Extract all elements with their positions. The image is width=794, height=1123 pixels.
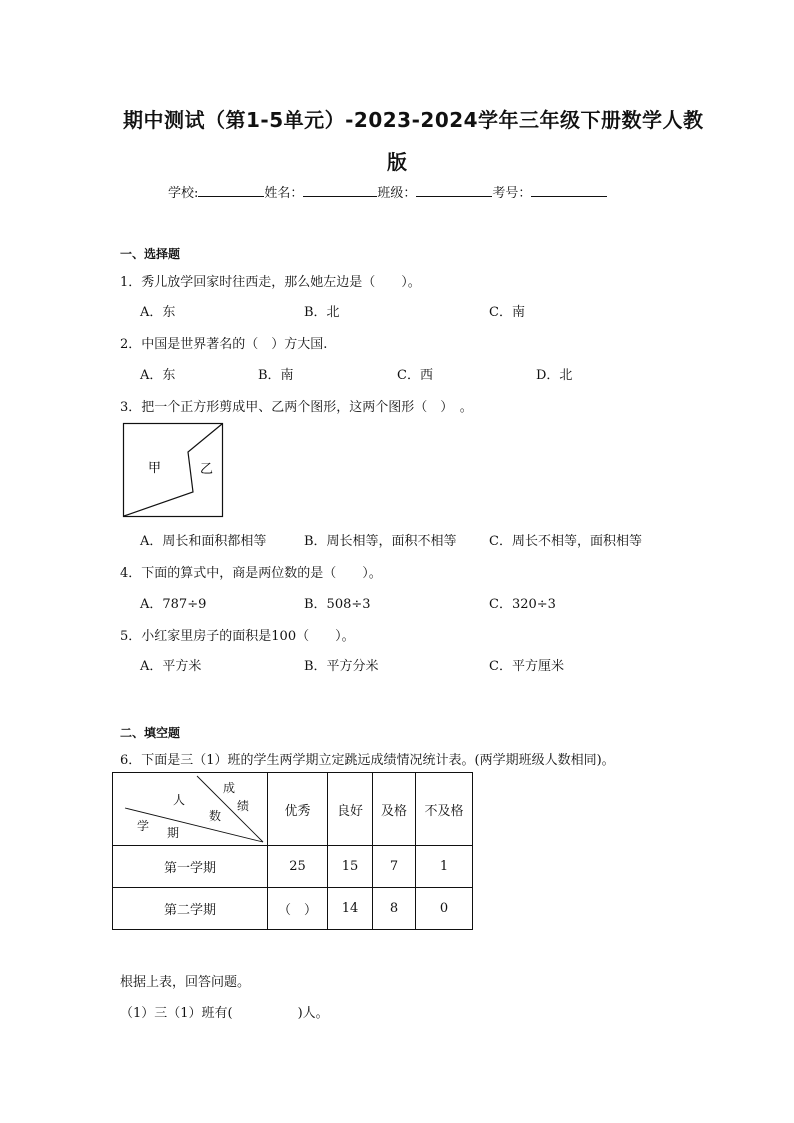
table-cell: 0 — [416, 888, 473, 930]
table-corner-cell — [113, 773, 268, 846]
corner-char-1: 成 — [223, 781, 236, 795]
name-label: 姓名： — [264, 186, 304, 201]
question-1: 1．秀儿放学回家时往西走，那么她左边是（ ）。 — [120, 275, 421, 290]
q1-option-c[interactable]: C．南 — [489, 305, 525, 320]
q2-option-a[interactable]: A．东 — [140, 368, 176, 383]
page-title: 期中测试（第1-5单元）-2023-2024学年三年级下册数学人教 — [123, 108, 704, 132]
q3-option-c[interactable]: C．周长不相等，面积相等 — [489, 534, 642, 549]
school-field[interactable] — [198, 183, 264, 197]
q2-option-d[interactable]: D．北 — [536, 368, 573, 383]
q4-option-b[interactable]: B．508÷3 — [304, 597, 371, 612]
column-header: 及格 — [373, 773, 416, 846]
question-3: 3．把一个正方形剪成甲、乙两个图形，这两个图形（ ） 。 — [120, 400, 473, 415]
table-cell-blank[interactable]: （ ） — [268, 888, 328, 930]
score-table — [112, 772, 473, 930]
corner-char-2: 绩 — [237, 799, 250, 813]
table-row — [113, 888, 473, 930]
corner-char-6: 期 — [167, 826, 180, 840]
q3-option-a[interactable]: A．周长和面积都相等 — [140, 534, 267, 549]
q4-option-a[interactable]: A．787÷9 — [140, 597, 207, 612]
figure-label-jia: 甲 — [148, 461, 162, 476]
number-label: 考号： — [492, 186, 532, 201]
question-2: 2．中国是世界著名的（ ）方大国. — [120, 337, 328, 352]
term-cell: 第一学期 — [113, 846, 268, 888]
instruction-text: 根据上表，回答问题。 — [120, 975, 251, 990]
table-cell: 7 — [373, 846, 416, 888]
q5-option-a[interactable]: A．平方米 — [140, 659, 202, 674]
q4-option-c[interactable]: C．320÷3 — [489, 597, 556, 612]
q1-option-a[interactable]: A．东 — [140, 305, 176, 320]
corner-char-4: 数 — [209, 809, 222, 823]
q5-option-c[interactable]: C．平方厘米 — [489, 659, 564, 674]
page-title-continued: 版 — [387, 150, 408, 174]
table-row — [113, 846, 473, 888]
section-heading-choice: 一、选择题 — [120, 247, 181, 261]
column-header: 优秀 — [268, 773, 328, 846]
question-6: 6．下面是三（1）班的学生两学期立定跳远成绩情况统计表。(两学期班级人数相同)。 — [120, 753, 615, 768]
table-cell: 15 — [328, 846, 373, 888]
column-header: 良好 — [328, 773, 373, 846]
table-cell: 25 — [268, 846, 328, 888]
term-cell: 第二学期 — [113, 888, 268, 930]
class-label: 班级： — [377, 186, 417, 201]
question-5: 5．小红家里房子的面积是100（ ）。 — [120, 629, 355, 644]
figure-label-yi: 乙 — [200, 462, 214, 477]
corner-char-5: 学 — [137, 819, 150, 833]
q2-option-b[interactable]: B．南 — [258, 368, 294, 383]
sub-question-1: （1）三（1）班有( )人。 — [120, 1006, 329, 1021]
question-4: 4．下面的算式中，商是两位数的是（ ）。 — [120, 566, 382, 581]
square-cut-figure — [120, 420, 226, 520]
table-header-row — [113, 773, 473, 846]
table-cell: 14 — [328, 888, 373, 930]
class-field[interactable] — [416, 183, 492, 197]
table-cell: 1 — [416, 846, 473, 888]
number-field[interactable] — [531, 183, 607, 197]
section-heading-fill: 二、填空题 — [120, 726, 181, 740]
column-header: 不及格 — [416, 773, 473, 846]
q1-option-b[interactable]: B．北 — [304, 305, 340, 320]
school-label: 学校: — [168, 186, 199, 201]
q3-option-b[interactable]: B．周长相等，面积不相等 — [304, 534, 457, 549]
q5-option-b[interactable]: B．平方分米 — [304, 659, 379, 674]
meta-fields — [168, 182, 607, 201]
corner-char-3: 人 — [173, 793, 186, 807]
table-cell: 8 — [373, 888, 416, 930]
q2-option-c[interactable]: C．西 — [397, 368, 433, 383]
name-field[interactable] — [303, 183, 377, 197]
